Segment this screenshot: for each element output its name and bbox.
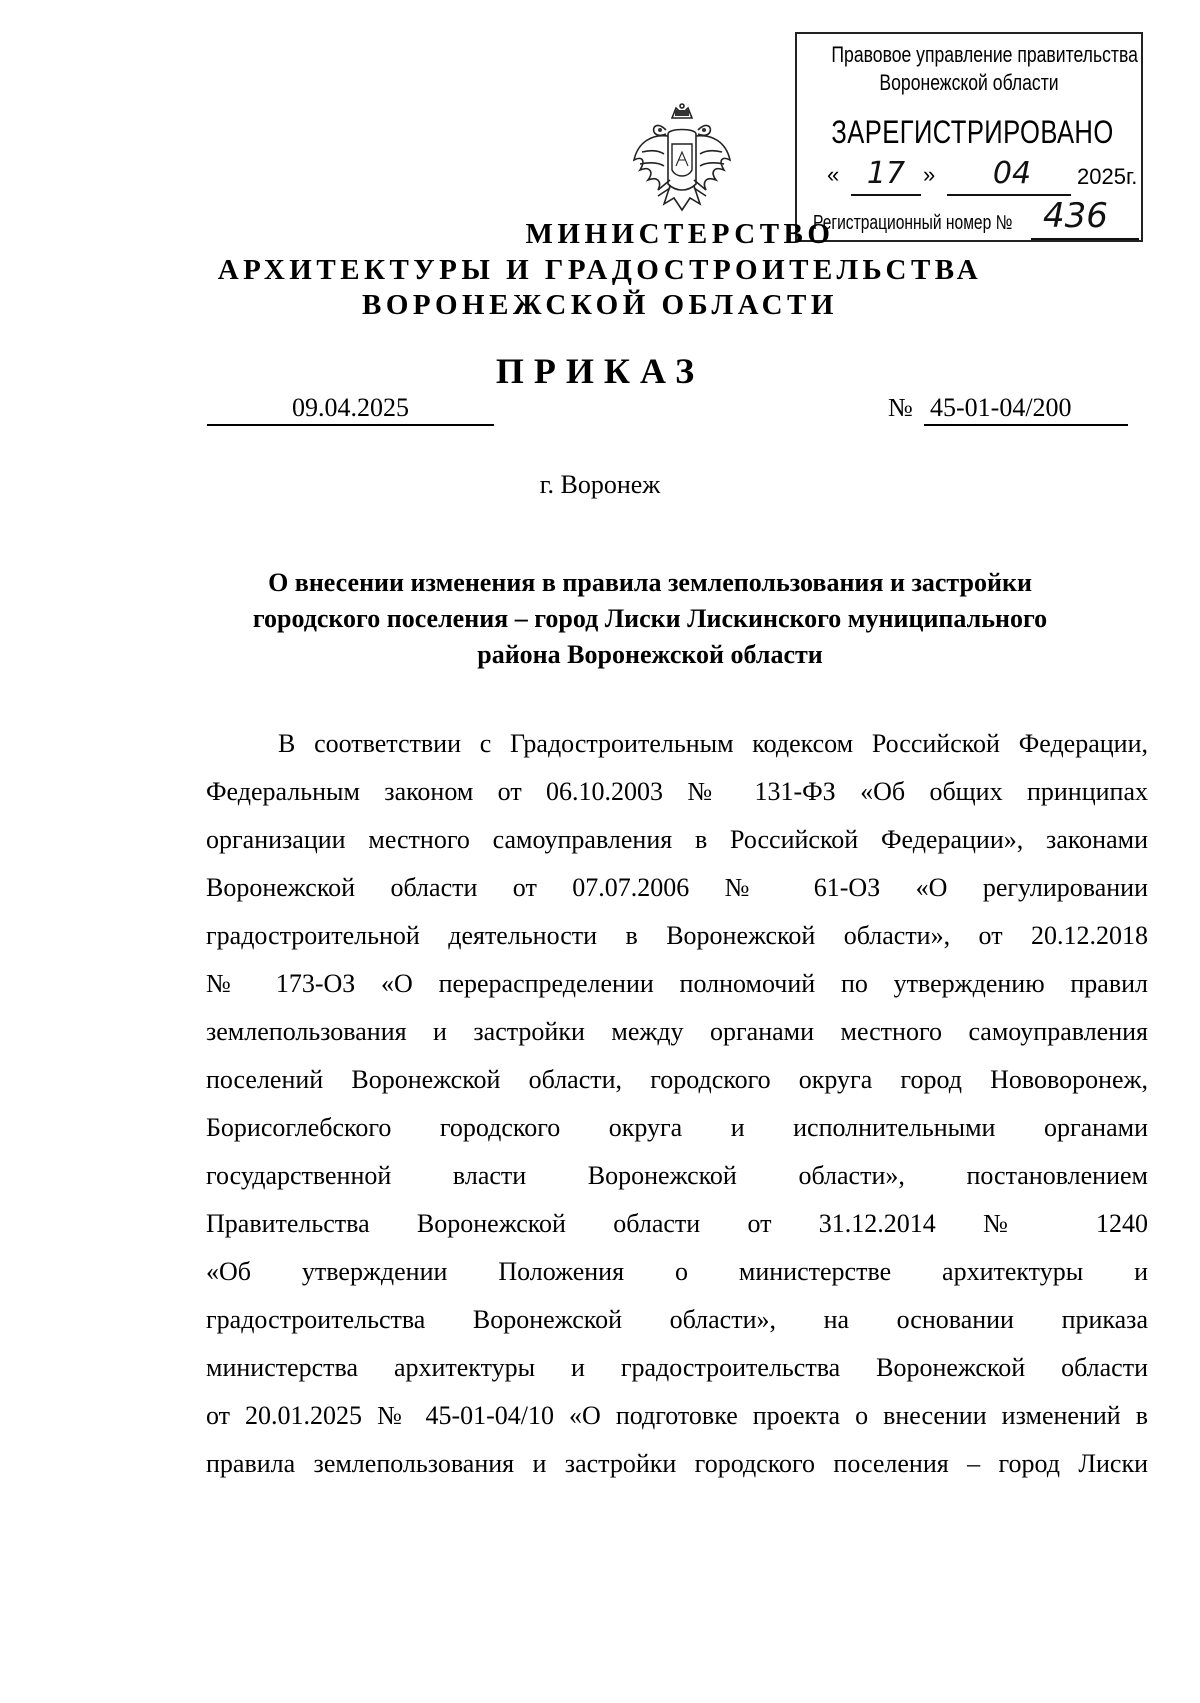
stamp-day-underline (851, 194, 921, 196)
ministry-title-line1: МИНИСТЕРСТВО (525, 218, 835, 250)
body-line: градостроительной деятельности в Воронежской области», от 20.12.2018 (206, 921, 1148, 950)
document-type: ПРИКАЗ (495, 351, 705, 391)
body-line: Правительства Воронежской области от 31.12.2014 № 1240 (206, 1209, 1148, 1238)
stamp-reg-number: 436 (1043, 196, 1108, 236)
document-body (206, 720, 1148, 1488)
ministry-title-line2: АРХИТЕКТУРЫ И ГРАДОСТРОИТЕЛЬСТВА (217, 254, 983, 286)
body-line: № 173-ОЗ «О перераспределении полномочий по утверждению правил (206, 969, 1148, 998)
number-sign: № (888, 393, 913, 422)
stamp-org-line2: Воронежской области (879, 70, 1059, 95)
stamp-quote-close: » (923, 162, 936, 187)
subject-line: О внесении изменения в правила землепользования и застройки (268, 568, 1032, 597)
body-line: от 20.01.2025 № 45-01-04/10 «О подготовке проекта о внесении изменений в (206, 1401, 1148, 1430)
stamp-status: ЗАРЕГИСТРИРОВАНО (831, 114, 1114, 150)
stamp-reg-label: Регистрационный номер № (813, 212, 1013, 234)
document-subject (210, 565, 1090, 673)
subject-line: городского поселения – город Лиски Лискинского муниципального (252, 604, 1048, 633)
body-line: «Об утверждении Положения о министерстве архитектуры и (206, 1257, 1148, 1286)
stamp-quote-open: « (827, 162, 840, 187)
document-date: 09.04.2025 (207, 392, 494, 426)
stamp-year: 2025г. (1077, 164, 1138, 189)
ministry-title-line3: ВОРОНЕЖСКОЙ ОБЛАСТИ (362, 289, 838, 321)
body-line: министерства архитектуры и градостроительства Воронежской области (206, 1353, 1148, 1382)
stamp-org-line1: Правовое управление правительства (831, 42, 1138, 67)
stamp-day: 17 (866, 156, 906, 191)
registration-stamp (795, 32, 1143, 242)
body-line: землепользования и застройки между органами местного самоуправления (206, 1017, 1148, 1046)
document-number: 45-01-04/200 (924, 392, 1128, 426)
body-line: В соответствии с Градостроительным кодексом Российской Федерации, (278, 729, 1148, 758)
stamp-date-row (827, 156, 1138, 196)
body-line: правила землепользования и застройки городского поселения – город Лиски (206, 1449, 1148, 1478)
body-line: Борисоглебского городского округа и исполнительными органами (206, 1113, 1148, 1142)
coat-of-arms-icon (628, 100, 736, 218)
body-line: организации местного самоуправления в Российской Федерации», законами (206, 825, 1148, 854)
body-line: поселений Воронежской области, городского округа город Нововоронеж, (206, 1065, 1148, 1094)
body-line: градостроительства Воронежской области», на основании приказа (206, 1305, 1148, 1334)
body-line: Федеральным законом от 06.10.2003 № 131-ФЗ «Об общих принципах (206, 777, 1148, 806)
body-line: государственной власти Воронежской области», постановлением (206, 1161, 1148, 1190)
subject-line: района Воронежской области (477, 640, 823, 669)
stamp-month: 04 (992, 156, 1032, 191)
city: г. Воронеж (539, 470, 661, 499)
body-line: Воронежской области от 07.07.2006 № 61-ОЗ «О регулировании (206, 873, 1148, 902)
